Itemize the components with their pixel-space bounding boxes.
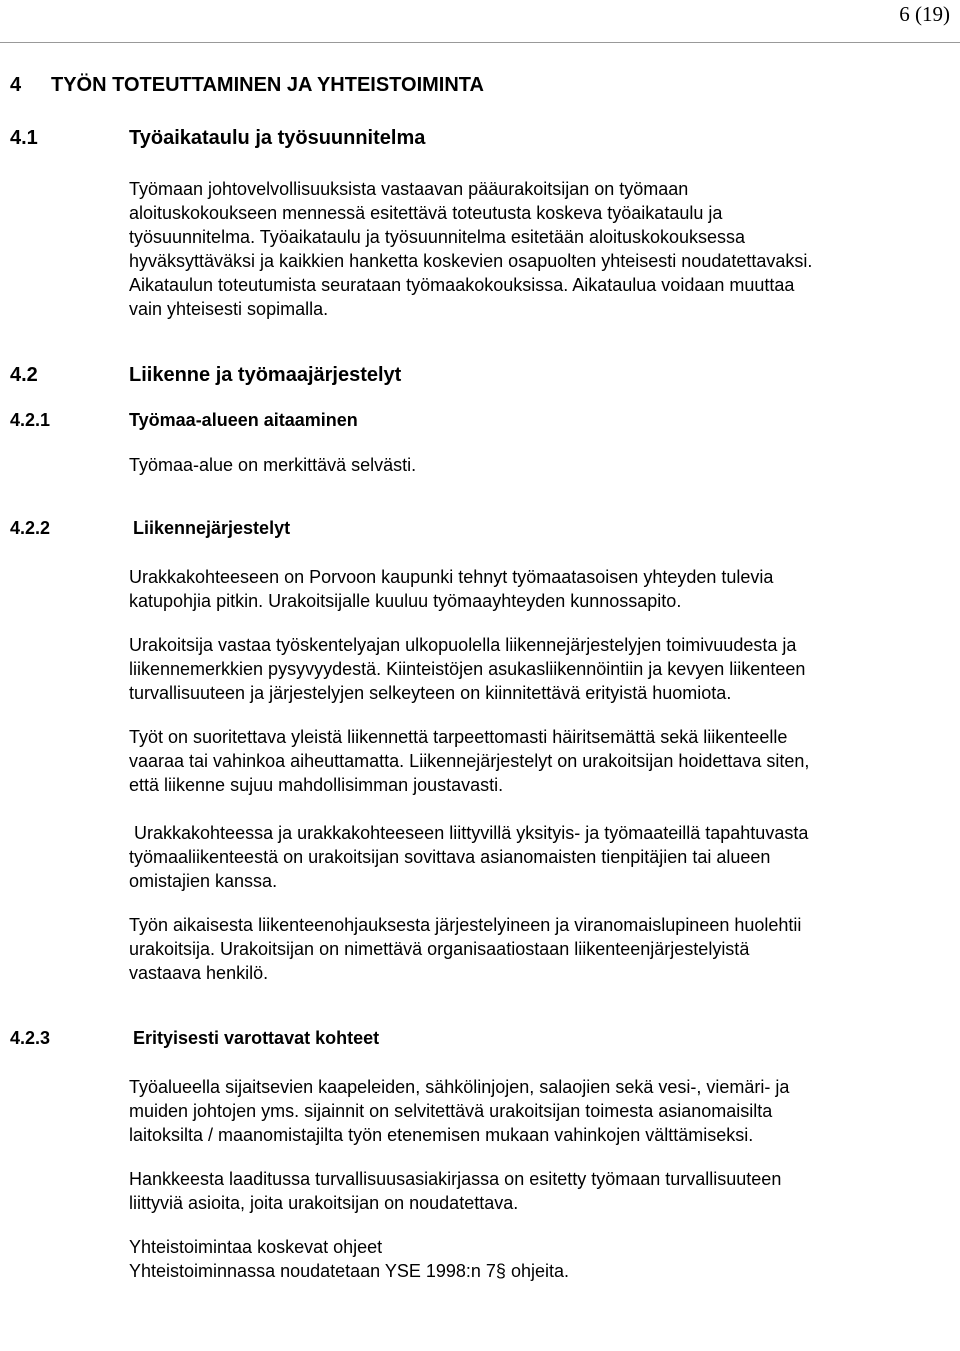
heading-title: Liikennejärjestelyt [133, 518, 291, 538]
header-rule [0, 42, 960, 43]
heading-section-4-2-3 [10, 1025, 950, 1051]
page-number: 6 (19) [899, 2, 950, 26]
paragraph: Urakkakohteessa ja urakkakohteeseen liittyvillä yksityis- ja työmaateillä tapahtuvasta työmaaliikenteestä on urakoitsijan sovittava asianomaisten tienpitäjien tai alueen omistajien kanssa. [129, 823, 809, 891]
heading-number: 4.2 [10, 364, 38, 386]
heading-number: 4 [10, 74, 22, 96]
paragraph: Hankkeesta laaditussa turvallisuusasiakirjassa on esitetty työmaan turvallisuuteen liittyviä asioita, joita urakoitsijan on noudatettava. [129, 1169, 782, 1213]
heading-section-4-2-1 [10, 407, 950, 433]
heading-section-4-2 [10, 361, 950, 389]
heading-number: 4.2.1 [10, 410, 51, 430]
paragraph: Yhteistoiminnassa noudatetaan YSE 1998:n 7§ ohjeita. [129, 1261, 569, 1281]
paragraph: Työn aikaisesta liikenteenohjauksesta järjestelyineen ja viranomaislupineen huolehtii urakoitsija. Urakoitsijan on nimettävä organisaatiostaan liikenteenjärjestelyistä vastaava henkilö. [129, 915, 802, 983]
heading-title: Liikenne ja työmaajärjestelyt [129, 364, 402, 386]
heading-title: Työmaa-alueen aitaaminen [129, 410, 358, 430]
heading-section-4-2-2 [10, 515, 950, 541]
document-body [10, 71, 950, 1283]
heading-title: Erityisesti varottavat kohteet [133, 1028, 380, 1048]
paragraph: Työalueella sijaitsevien kaapeleiden, sähkölinjojen, salaojien sekä vesi-, viemäri- ja muiden johtojen yms. sijainnit on selvitettävä urakoitsijan toimesta asianomaisilta laitoksilta / maanomistajilta työn etenemisen mukaan vahinkojen välttämiseksi. [129, 1077, 790, 1145]
heading-section-4-1 [10, 124, 950, 152]
heading-number: 4.2.2 [10, 518, 51, 538]
heading-number: 4.1 [10, 127, 38, 149]
paragraph: Yhteistoimintaa koskevat ohjeet [129, 1237, 383, 1257]
paragraph: Työmaa-alue on merkittävä selvästi. [129, 455, 417, 475]
paragraph: Urakkakohteeseen on Porvoon kaupunki tehnyt työmaatasoisen yhteyden tulevia katupohjia pitkin. Urakoitsijalle kuuluu työmaayhteyden kunnossapito. [129, 567, 774, 611]
paragraph: Työmaan johtovelvollisuuksista vastaavan pääurakoitsijan on työmaan aloituskokoukseen mennessä esitettävä toteutusta koskeva työaikataulu ja työsuunnitelma. Työaikataulu ja työsuunnitelma esitetään aloituskokouksessa hyväksyttäväksi ja kaikkien hanketta koskevien osapuolten yhteisesti noudatettavaksi. Aikataulun toteutumista seurataan työmaakokouksissa. Aikataulua voidaan muuttaa vain yhteisesti sopimalla. [129, 179, 813, 319]
heading-title: Työaikataulu ja työsuunnitelma [129, 127, 426, 149]
paragraph: Työt on suoritettava yleistä liikennettä tarpeettomasti häiritsemättä sekä liikenteelle vaaraa tai vahinkoa aiheuttamatta. Liikennejärjestelyt on urakoitsijan hoidettava siten, että liikenne sujuu mahdollisimman joustavasti. [129, 727, 810, 795]
heading-section-4 [10, 71, 950, 99]
heading-number: 4.2.3 [10, 1028, 51, 1048]
heading-title: TYÖN TOTEUTTAMINEN JA YHTEISTOIMINTA [51, 74, 484, 96]
paragraph: Urakoitsija vastaa työskentelyajan ulkopuolella liikennejärjestelyjen toimivuudesta ja liikennemerkkien pysyvyydestä. Kiinteistöjen asukasliikennöintiin ja kevyen liikenteen turvallisuuteen ja järjestelyjen selkeyteen on kiinnitettävä erityistä huomiota. [129, 635, 806, 703]
